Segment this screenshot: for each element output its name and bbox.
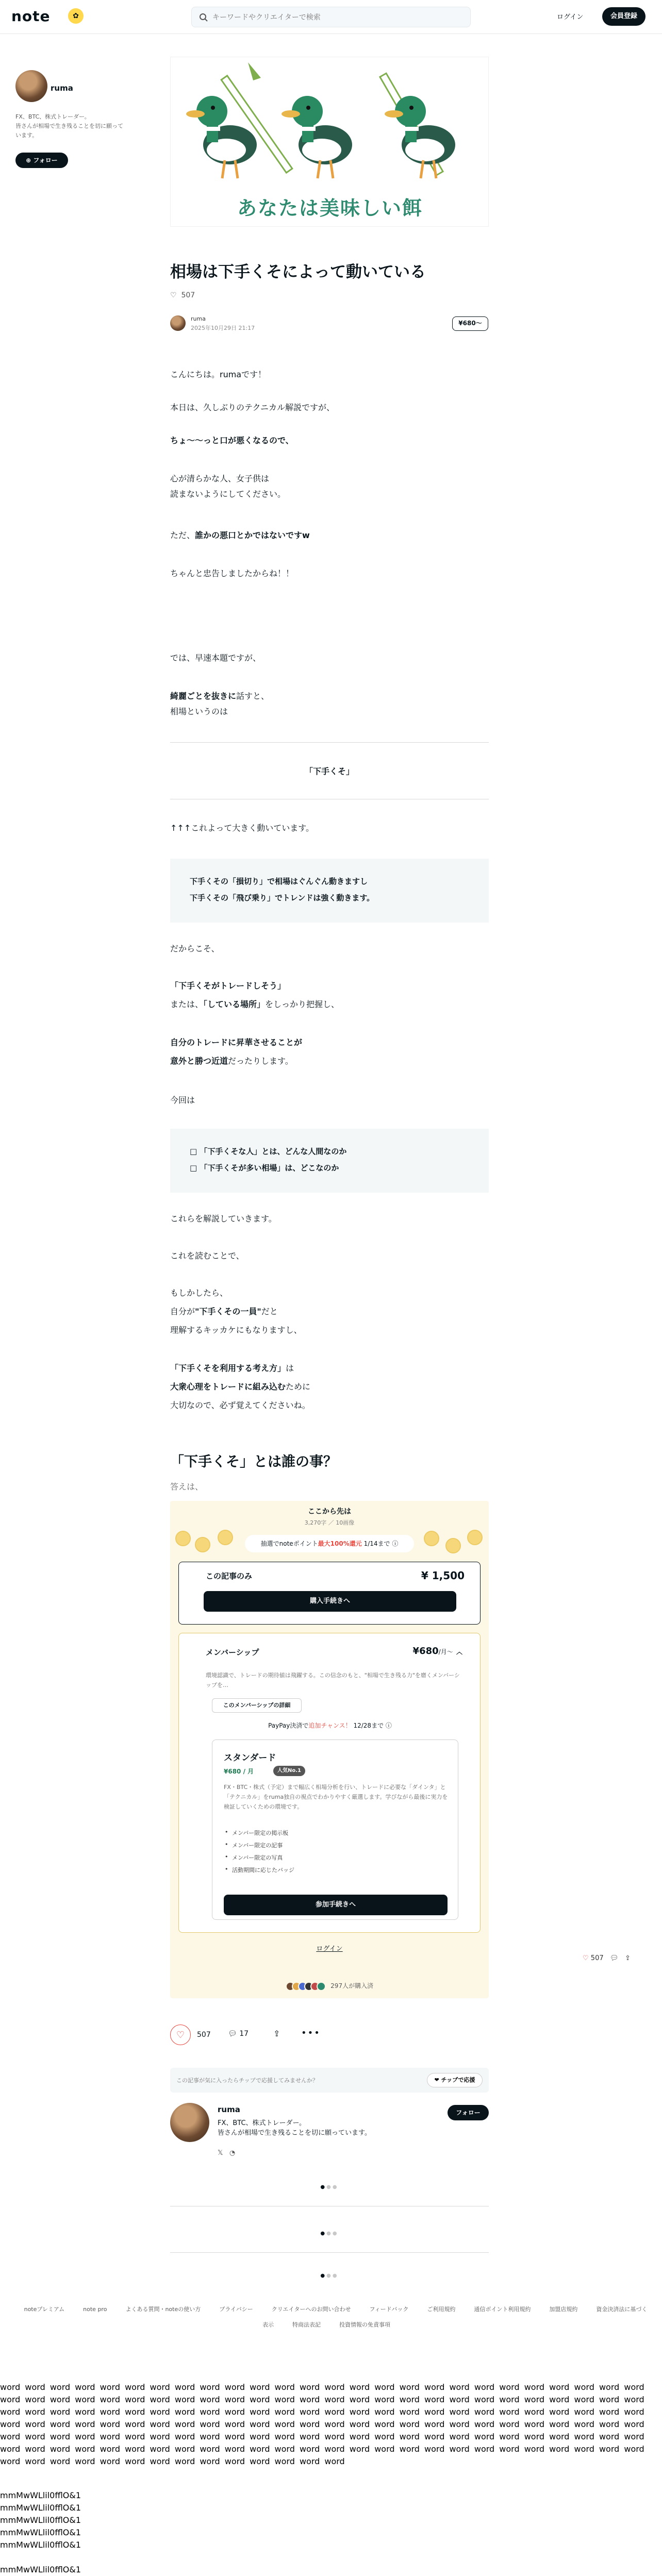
join-membership-button[interactable]: 参加手続きへ: [224, 1895, 448, 1915]
note-mascot-icon: ✿: [68, 8, 84, 24]
footer-links: [12, 2302, 650, 2333]
plan-benefit: • メンバー限定の写真: [232, 1853, 283, 1862]
heart-gift-icon: ❤: [434, 2077, 441, 2083]
search-box[interactable]: [191, 7, 471, 27]
follow-button[interactable]: フォロー: [448, 2105, 489, 2120]
rss-icon[interactable]: ◔: [229, 2149, 236, 2157]
site-header: [0, 0, 662, 34]
quote-box: [170, 1129, 489, 1193]
single-purchase-title: この記事のみ: [206, 1571, 253, 1581]
membership-card: [178, 1633, 481, 1933]
divider: [170, 2252, 489, 2253]
glyph-test-line: mmMwWLlil0fflO&1: [0, 2515, 81, 2525]
divider: [170, 742, 489, 743]
coin-icon: [424, 1531, 439, 1546]
price-pill-button[interactable]: ¥680〜: [452, 316, 488, 331]
bold-text: "下手くその一員": [195, 1307, 261, 1316]
info-icon: ⓘ: [385, 1722, 392, 1729]
bold-text: 意外と勝つ近道: [170, 1056, 228, 1066]
footer-link[interactable]: 加盟店規約: [549, 2306, 578, 2313]
coin-icon: [195, 1537, 210, 1552]
text: ただ、: [170, 530, 195, 540]
campaign-date: 1/14まで: [363, 1540, 390, 1547]
paragraph: 本日は、久しぶりのテクニカル解説ですが、: [170, 403, 335, 412]
footer-link[interactable]: 投資情報の免責事項: [339, 2321, 390, 2328]
bold-text: 綺麗ごとを抜きに: [170, 691, 237, 701]
quote-line: 下手くその「飛び乗り」でトレンドは強く動きます。: [190, 893, 375, 902]
paragraph: [170, 1361, 489, 1376]
section-heading: 「下手くそ」とは誰の事？: [170, 1454, 337, 1470]
note-logo[interactable]: note: [11, 8, 51, 25]
paragraph: ちゃんと忠告しましたからね！！: [170, 568, 294, 578]
membership-detail-link[interactable]: このメンバーシップの詳細: [212, 1698, 302, 1713]
paypay-campaign: [179, 1721, 481, 1730]
footer-link[interactable]: フィードバック: [369, 2306, 409, 2313]
paragraph: 大切なので、必ず覚えてくださいね。: [170, 1400, 310, 1410]
article-actions: [170, 2025, 489, 2047]
title-like-count: [170, 291, 195, 299]
search-input[interactable]: [212, 11, 460, 24]
footer-link[interactable]: noteプレミアム: [24, 2306, 65, 2313]
checkbox-icon: □: [190, 1147, 200, 1156]
paragraph: 答えは、: [170, 1482, 204, 1492]
paragraph: 理解するキッカケにもなりますし、: [170, 1325, 302, 1335]
comment-icon: 💬︎: [228, 2030, 237, 2038]
dot[interactable]: ●: [320, 2231, 327, 2236]
comment-count: 17: [239, 2030, 249, 2038]
plan-benefit: • メンバー限定の掲示板: [232, 1829, 288, 1837]
footer-link[interactable]: プライバシー: [219, 2306, 253, 2313]
article-title: 相場は下手くそによって動いている: [170, 263, 426, 281]
paragraph: [170, 1053, 489, 1069]
text: 話すと、: [236, 691, 270, 701]
paragraph: [170, 1379, 489, 1395]
paragraph: ちょ〜〜っと口が悪くなるので、: [170, 436, 294, 445]
paragraph: だからこそ、: [170, 944, 220, 954]
dot[interactable]: ●: [320, 2273, 327, 2279]
paragraph: [170, 997, 489, 1012]
dot[interactable]: ●: [332, 2184, 339, 2190]
center-heading: 「下手くそ」: [304, 766, 354, 776]
coin-icon: [467, 1530, 483, 1545]
paragraph: 心が清らかな人、女子供は: [170, 474, 270, 483]
paragraph: [170, 689, 489, 704]
paypay-date: 12/28まで: [353, 1722, 384, 1729]
membership-price: [413, 1646, 462, 1657]
creator-avatar[interactable]: [170, 2103, 209, 2142]
hero-caption: あなたは美味しい餌: [237, 197, 423, 220]
bold-text: 大衆心理をトレードに組み込む: [170, 1382, 286, 1392]
buyers-row: [170, 1981, 489, 1991]
user-plus-icon: ⊕: [26, 157, 34, 164]
coin-icon: [445, 1538, 461, 1553]
carousel-dots: [170, 2184, 489, 2190]
chevron-up-icon[interactable]: ︿: [456, 1648, 462, 1655]
campaign-highlight: 最大100%還元: [318, 1540, 362, 1547]
floating-actions: [583, 1954, 655, 1970]
paragraph: [170, 978, 489, 994]
paragraph: [170, 528, 489, 543]
creator-name[interactable]: ruma: [51, 83, 73, 93]
tip-button-label: チップで応援: [441, 2077, 475, 2083]
paragraph: これらを解説していきます。: [170, 1214, 277, 1224]
bold-text: 「している場所」: [203, 999, 266, 1009]
dot[interactable]: ●: [320, 2184, 327, 2190]
carousel-dots: [170, 2231, 489, 2236]
filler-text: [0, 2381, 662, 2468]
plan-badge: 人気No.1: [273, 1766, 305, 1776]
quote-box: [170, 859, 489, 923]
text: だと: [261, 1307, 278, 1316]
text: は: [286, 1363, 294, 1373]
creator-name[interactable]: ruma: [218, 2105, 240, 2114]
coin-icon: [175, 1531, 191, 1546]
paragraph: 相場というのは: [170, 707, 228, 716]
creator-follow-button[interactable]: [15, 153, 68, 168]
paypay-text: PayPay決済で: [268, 1722, 309, 1729]
paywall-heading: ここから先は: [308, 1508, 351, 1516]
plan-benefit: • 活動期間に応じたバッジ: [232, 1866, 294, 1874]
glyph-test-line: mmMwWLlil0fflO&1: [0, 2490, 81, 2500]
glyph-test-lines: [0, 2489, 206, 2576]
paywall-section: [170, 1501, 489, 1998]
paragraph: [170, 1304, 489, 1319]
bold-text: 自分のトレードに昇華させることが: [170, 1038, 303, 1047]
paypay-highlight: 追加チャンス！: [308, 1722, 352, 1729]
single-purchase-price: ¥ 1,500: [421, 1569, 465, 1582]
dot[interactable]: ●: [332, 2273, 339, 2279]
signup-button[interactable]: 会員登録: [602, 7, 646, 26]
author-name[interactable]: ruma: [191, 315, 206, 322]
footer-link[interactable]: ご利用規約: [427, 2306, 456, 2313]
paragraph: こんにちは。rumaです！: [170, 370, 267, 379]
creator-bio: FX、BTC、株式トレーダー。 皆さんが相場で生き残ることを切に願っています。: [218, 2119, 371, 2137]
paragraph: ↑↑↑これよって大きく動いています。: [170, 823, 314, 833]
buyers-count: 297人が購入済: [330, 1982, 374, 1989]
share-icon[interactable]: ⇪: [624, 1954, 631, 1962]
comment-icon[interactable]: 💬︎: [610, 1954, 619, 1962]
paywall-subinfo: 3,270字 ／ 10画像: [304, 1519, 355, 1526]
quote-line: [190, 1143, 469, 1160]
publish-date: 2025年10月29日 21:17: [191, 325, 255, 331]
bold-text: 誰かの悪口とかではないですw: [195, 530, 310, 540]
hero-image: [170, 57, 489, 227]
paragraph: 今回は: [170, 1095, 195, 1105]
creator-avatar[interactable]: [15, 70, 47, 102]
heart-icon: ♡: [176, 2030, 185, 2040]
plan-description: FX・BTC・株式（予定）まで幅広く相場分析を行い、トレードに必要な「ダインタ」と「テクニカル」をruma独自の視点でわかりやすく厳選します。学びながら最後に実力を検証していくための環境です。: [224, 1784, 448, 1810]
plan-card: [212, 1739, 458, 1920]
duck-3: [380, 73, 455, 178]
paragraph: [170, 1035, 489, 1050]
tip-button[interactable]: [427, 2073, 483, 2087]
x-logo-icon[interactable]: 𝕏: [218, 2149, 223, 2157]
share-icon[interactable]: ⇪: [273, 2029, 280, 2038]
plan-benefit: • メンバー限定の記事: [232, 1841, 283, 1849]
like-button[interactable]: [170, 2025, 191, 2045]
quote-text: 「下手くそな人」とは、どんな人間なのか: [200, 1147, 347, 1156]
dot[interactable]: ●: [326, 2273, 333, 2279]
text: をしっかり把握し、: [265, 999, 340, 1009]
plan-name: スタンダード: [224, 1753, 276, 1763]
paragraph: もしかしたら、: [170, 1288, 228, 1298]
footer-link[interactable]: 通信ボイント利用規約: [474, 2306, 531, 2313]
paragraph: では、早速本題ですが、: [170, 653, 261, 663]
search-icon: [199, 13, 208, 22]
campaign-text: 抽選でnoteポイント: [260, 1540, 318, 1547]
footer-creator-card: [170, 2103, 489, 2165]
text: だったりします。: [228, 1056, 293, 1066]
heart-icon[interactable]: ♡: [583, 1954, 589, 1962]
carousel-dots: [170, 2273, 489, 2279]
membership-description: 環境認識で、トレードの期待値は飛躍する。この信念のもと、"相場で生き残る力"を磨くメンバーシップを…: [206, 1672, 460, 1688]
checkbox-icon: □: [190, 1163, 200, 1173]
footer-link[interactable]: クリエイターへのお問い合わせ: [271, 2306, 351, 2313]
single-purchase-card: [178, 1562, 481, 1625]
like-count: 507: [197, 2031, 211, 2039]
ducks-illustration: [171, 57, 489, 191]
comment-button[interactable]: [228, 2030, 249, 2038]
text: ために: [286, 1382, 311, 1392]
follow-label: フォロー: [33, 157, 58, 164]
float-like-count: 507: [590, 1954, 604, 1962]
membership-price-value: ¥680: [412, 1646, 439, 1657]
buyer-avatar: [317, 1982, 326, 1991]
bold-text: 「下手くそがトレードしそう」: [170, 981, 286, 991]
footer-link[interactable]: 資金決済法に基づく表示: [262, 2306, 648, 2328]
purchase-button[interactable]: 購入手続きへ: [204, 1591, 456, 1612]
text: または、: [170, 999, 204, 1009]
dot[interactable]: ●: [332, 2231, 339, 2236]
plan-price: ¥680 / 月: [224, 1768, 254, 1775]
author-avatar[interactable]: [170, 315, 186, 331]
more-icon[interactable]: •••: [301, 2028, 321, 2038]
coin-icon: [218, 1530, 233, 1545]
glyph-test-line: mmMwWLlil0fflO&1: [0, 2528, 81, 2537]
membership-price-unit: /月〜: [438, 1648, 453, 1655]
author-row: [170, 313, 489, 334]
tip-text: この記事が気に入ったらチップで応援してみませんか？: [176, 2077, 318, 2084]
heart-icon: ♡: [170, 291, 177, 299]
glyph-test-line: mmMwWLlil0fflO&1: [0, 2503, 81, 2513]
filler-word-run: word word word word word word word word word word word word word word word word word word word word word word word word word word word word word word word word word word word word word word word word word word word word word word word word word word word word word word word word word word word word word word word word word word word word word word word word word word word word word word word word word word word word word word word word word word word word word word word word word word word word word word word word word word word word word word word word word word word word word word word word word word word word word word word word word word word word word word word word word word word word word word word word word word word word word word word word word word word word word word word word word word word word word word word word word word: [0, 2382, 644, 2466]
quote-text: 「下手くそが多い相場」は、どこなのか: [200, 1163, 339, 1173]
bold-text: 「下手くそを利用する考え方」: [170, 1363, 286, 1373]
dot[interactable]: ●: [326, 2231, 333, 2236]
text: 自分が: [170, 1307, 195, 1316]
quote-line: [190, 1160, 469, 1176]
footer-link[interactable]: よくある質問・noteの使い方: [125, 2306, 201, 2313]
footer-link[interactable]: note pro: [83, 2306, 107, 2313]
dot[interactable]: ●: [326, 2184, 333, 2190]
paragraph: これを読むことで、: [170, 1251, 244, 1261]
glyph-test-line: mmMwWLlil0fflO&1: [0, 2565, 81, 2574]
campaign-banner[interactable]: [245, 1535, 414, 1552]
creator-bio: FX、BTC、株式トレーダー。 皆さんが相場で生き残ることを切に願っています。: [15, 113, 123, 139]
glyph-test-line: mmMwWLlil0fflO&1: [0, 2540, 81, 2550]
paragraph: 読まないようにしてください。: [170, 489, 286, 499]
paywall-login-link[interactable]: ログイン: [316, 1945, 343, 1953]
tip-bar: [170, 2068, 489, 2093]
like-count: 507: [181, 291, 195, 299]
social-links: [218, 2149, 235, 2157]
footer-link[interactable]: 特商法表記: [292, 2321, 321, 2328]
info-icon: ⓘ: [392, 1540, 399, 1547]
quote-line: 下手くその「損切り」で相場はぐんぐん動きますし: [190, 877, 368, 886]
membership-title: メンバーシップ: [206, 1648, 259, 1657]
login-link[interactable]: ログイン: [557, 13, 584, 21]
